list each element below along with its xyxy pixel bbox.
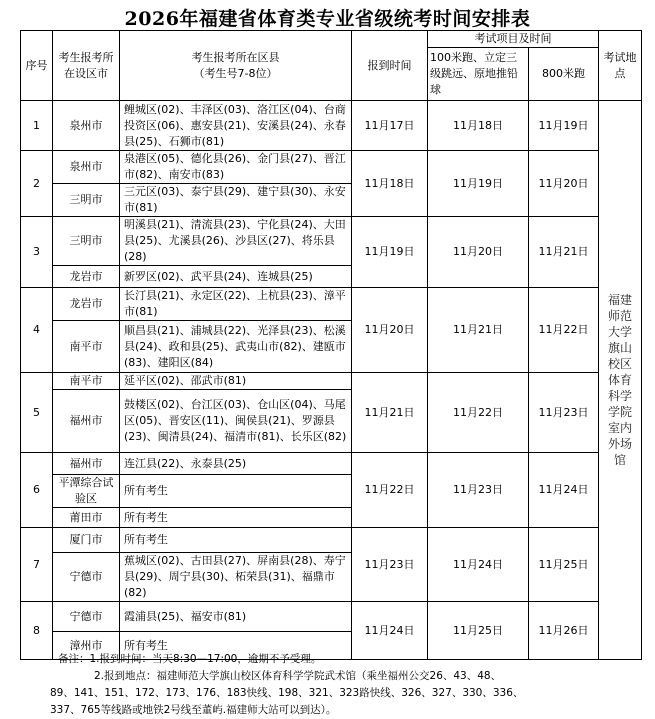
district-cell: 延平区(02)、邵武市(81)	[120, 373, 352, 390]
district-cell: 鲤城区(02)、丰泽区(03)、洛江区(04)、台商投资区(06)、惠安县(21)、安溪县(24)、永春县(25)、石狮市(81)	[120, 101, 352, 151]
item2-date-cell: 11月19日	[529, 101, 599, 151]
seq-cell: 7	[21, 528, 53, 602]
header-city: 考生报考所在设区市	[53, 31, 120, 101]
district-cell: 三元区(03)、泰宁县(29)、建宁县(30)、永安市(81)	[120, 184, 352, 217]
schedule-table	[20, 30, 642, 660]
seq-cell: 6	[21, 453, 53, 528]
item1-date-cell: 11月22日	[428, 373, 529, 453]
header-report: 报到时间	[352, 31, 428, 101]
district-cell: 蕉城区(02)、古田县(27)、屏南县(28)、寿宁县(29)、周宁县(30)、柘荣县(31)、福鼎市(82)	[120, 553, 352, 602]
header-location: 考试地点	[599, 31, 642, 101]
item1-date-cell: 11月19日	[428, 151, 529, 217]
item2-date-cell: 11月21日	[529, 217, 599, 288]
city-cell: 龙岩市	[53, 288, 120, 321]
seq-cell: 2	[21, 151, 53, 217]
item2-date-cell: 11月26日	[529, 602, 599, 660]
district-cell: 霞浦县(25)、福安市(81)	[120, 602, 352, 632]
seq-cell: 1	[21, 101, 53, 151]
header-item2: 800米跑	[529, 48, 599, 101]
report-date-cell: 11月20日	[352, 288, 428, 373]
district-cell: 所有考生	[120, 508, 352, 528]
city-cell: 平潭综合试验区	[53, 475, 120, 508]
district-cell: 所有考生	[120, 632, 352, 660]
table-row	[21, 453, 642, 475]
report-date-cell: 11月24日	[352, 602, 428, 660]
city-cell: 南平市	[53, 373, 120, 390]
header-items: 考试项目及时间	[428, 31, 599, 48]
location-cell: 福建师范大学旗山校区体育科学学院室内外场馆	[599, 101, 642, 660]
note-2: 2.报到地点：福建师范大学旗山校区体育科学学院武术馆（乘坐福州公交26、43、48、	[94, 670, 502, 682]
district-cell: 所有考生	[120, 528, 352, 553]
city-cell: 宁德市	[53, 602, 120, 632]
seq-cell: 8	[21, 602, 53, 660]
item2-date-cell: 11月20日	[529, 151, 599, 217]
header-seq: 序号	[21, 31, 53, 101]
city-cell: 福州市	[53, 453, 120, 475]
item1-date-cell: 11月23日	[428, 453, 529, 528]
district-cell: 长汀县(21)、永定区(22)、上杭县(23)、漳平市(81)	[120, 288, 352, 321]
seq-cell: 5	[21, 373, 53, 453]
item2-date-cell: 11月24日	[529, 453, 599, 528]
city-cell: 三明市	[53, 217, 120, 266]
district-cell: 顺昌县(21)、浦城县(22)、光泽县(23)、松溪县(24)、政和县(25)、武夷山市(82)、建瓯市(83)、建阳区(84)	[120, 321, 352, 373]
seq-cell: 3	[21, 217, 53, 288]
header-item1: 100米跑、立定三级跳远、原地推铅球	[428, 48, 529, 101]
table-row	[21, 528, 642, 553]
item2-date-cell: 11月23日	[529, 373, 599, 453]
district-cell: 新罗区(02)、武平县(24)、连城县(25)	[120, 266, 352, 288]
district-cell: 鼓楼区(02)、台江区(03)、仓山区(04)、马尾区(05)、晋安区(11)、闽侯县(21)、罗源县(23)、闽清县(24)、福清市(81)、长乐区(82)	[120, 390, 352, 453]
city-cell: 漳州市	[53, 632, 120, 660]
city-cell: 福州市	[53, 390, 120, 453]
city-cell: 泉州市	[53, 151, 120, 184]
report-date-cell: 11月19日	[352, 217, 428, 288]
item1-date-cell: 11月21日	[428, 288, 529, 373]
table-row	[21, 101, 642, 151]
report-date-cell: 11月18日	[352, 151, 428, 217]
item2-date-cell: 11月25日	[529, 528, 599, 602]
district-cell: 泉港区(05)、德化县(26)、金门县(27)、晋江市(82)、南安市(83)	[120, 151, 352, 184]
note-1: 备注：1.报到时间：当天8:30—17:00，逾期不予受理。	[58, 653, 322, 665]
notes	[50, 651, 648, 719]
table-row	[21, 288, 642, 321]
item1-date-cell: 11月20日	[428, 217, 529, 288]
report-date-cell: 11月17日	[352, 101, 428, 151]
report-date-cell: 11月23日	[352, 528, 428, 602]
table-row	[21, 373, 642, 390]
table-row	[21, 217, 642, 266]
city-cell: 南平市	[53, 321, 120, 373]
district-cell: 所有考生	[120, 475, 352, 508]
table-row	[21, 151, 642, 184]
table-row	[21, 602, 642, 632]
item1-date-cell: 11月24日	[428, 528, 529, 602]
item2-date-cell: 11月22日	[529, 288, 599, 373]
city-cell: 宁德市	[53, 553, 120, 602]
city-cell: 莆田市	[53, 508, 120, 528]
district-cell: 连江县(22)、永泰县(25)	[120, 453, 352, 475]
city-cell: 泉州市	[53, 101, 120, 151]
note-2-cont2: 337、765等线路或地铁2号线至董屿.福建师大站可以到达）。	[50, 704, 337, 716]
city-cell: 龙岩市	[53, 266, 120, 288]
report-date-cell: 11月21日	[352, 373, 428, 453]
district-cell: 明溪县(21)、清流县(23)、宁化县(24)、大田县(25)、尤溪县(26)、沙县区(27)、将乐县(28)	[120, 217, 352, 266]
city-cell: 厦门市	[53, 528, 120, 553]
item1-date-cell: 11月25日	[428, 602, 529, 660]
item1-date-cell: 11月18日	[428, 101, 529, 151]
page-title: 2026年福建省体育类专业省级统考时间安排表	[124, 8, 531, 30]
city-cell: 三明市	[53, 184, 120, 217]
note-2-cont: 89、141、151、172、173、176、183快线、198、321、323路快线、326、327、330、336、	[50, 687, 524, 699]
header-district: 考生报考所在区县 （考生号7-8位）	[120, 31, 352, 101]
report-date-cell: 11月22日	[352, 453, 428, 528]
seq-cell: 4	[21, 288, 53, 373]
